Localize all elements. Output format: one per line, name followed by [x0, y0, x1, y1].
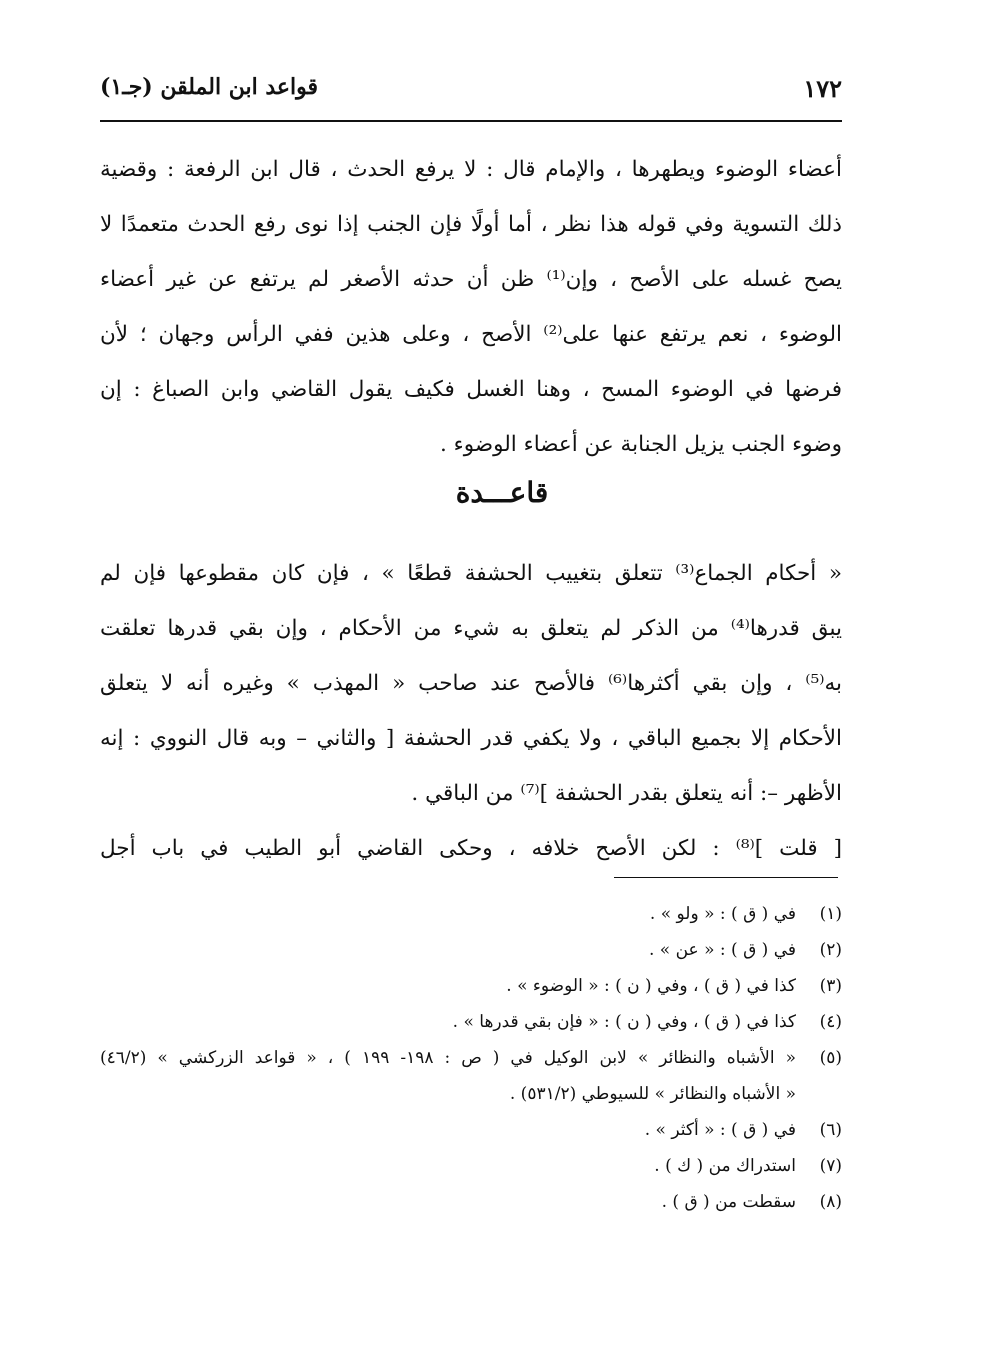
footnote-number: (٧)	[819, 1156, 842, 1176]
footnote-text: سقطت من ( ق ) .	[661, 1192, 796, 1212]
footnote	[100, 896, 842, 932]
footnote-number: (٣)	[819, 976, 842, 996]
footnote	[100, 1184, 842, 1220]
text-line: يبق قدرها⁽⁴⁾ من الذكر لم يتعلق به شيء من الأحكام ، وإن بقي قدرها تعلقت	[100, 616, 842, 641]
footnote-continuation: « الأشباه والنظائر » للسيوطي (٥٣١/٢) .	[509, 1084, 796, 1104]
footnote-number: (٥)	[819, 1048, 842, 1068]
footnote-text: « الأشباه والنظائر » لابن الوكيل في ( ص : ١٩٨- ١٩٩ ) ، « قواعد الزركشي » (٤٦/٢)	[100, 1048, 797, 1068]
running-title: قواعد ابن الملقن (جـ١)	[100, 74, 319, 100]
footnote-text: في ( ق ) : « ولو » .	[649, 904, 796, 924]
paragraph-1	[100, 142, 842, 472]
header-rule	[100, 120, 842, 122]
footnote-text: استدراك من ( ك ) .	[654, 1156, 796, 1176]
text-line: الأظهر –: أنه يتعلق بقدر الحشفة ]⁽⁷⁾ من الباقي .	[411, 781, 842, 806]
footnote-rule	[614, 877, 838, 878]
footnote-text: في ( ق ) : « أكثر » .	[644, 1120, 796, 1140]
text-line: ذلك التسوية وفي قوله هذا نظر ، أما أولًا فإن الجنب إذا نوى رفع الحدث متعمدًا لا	[100, 212, 842, 237]
footnote-text: كذا في ( ق ) ، وفي ( ن ) : « فإن بقي قدرها » .	[452, 1012, 796, 1032]
footnote-number: (١)	[819, 904, 842, 924]
footnote-number: (٢)	[819, 940, 842, 960]
text-line: به⁽⁵⁾ ، وإن بقي أكثرها⁽⁶⁾ فالأصح عند صاحب « المهذب » وغيره أنه لا يتعلق	[100, 671, 842, 696]
footnote	[100, 1004, 842, 1040]
footnote-text: كذا في ( ق ) ، وفي ( ن ) : « الوضوء » .	[506, 976, 796, 996]
footnote	[100, 1148, 842, 1184]
footnote-text: في ( ق ) : « عن » .	[649, 940, 796, 960]
page-header	[100, 74, 842, 114]
text-line: [ قلت ]⁽⁸⁾ : لكن الأصح خلافه ، وحكى القاضي أبو الطيب في باب أجل	[100, 836, 842, 861]
text-line: فرضها في الوضوء المسح ، وهنا الغسل فكيف يقول القاضي وابن الصباغ : إن	[100, 377, 842, 402]
text-line: « أحكام الجماع⁽³⁾ تتعلق بتغييب الحشفة قطعًا » ، فإن كان مقطوعها فإن لم	[100, 561, 842, 586]
section-heading: قاعـــدة	[455, 476, 549, 509]
text-line: الأحكام إلا بجميع الباقي ، ولا يكفي قدر الحشفة [ والثاني – وبه قال النووي : إنه	[100, 726, 842, 751]
footnote	[100, 932, 842, 968]
text-line: أعضاء الوضوء ويطهرها ، والإمام قال : لا يرفع الحدث ، قال ابن الرفعة : وقضية	[100, 157, 842, 182]
paragraph-2	[100, 546, 842, 876]
footnote-number: (٦)	[819, 1120, 842, 1140]
footnote-number: (٨)	[819, 1192, 842, 1212]
footnotes	[100, 896, 842, 1220]
page-number: ١٧٢	[803, 74, 842, 103]
footnote	[100, 1040, 842, 1076]
footnote-number: (٤)	[819, 1012, 842, 1032]
text-line: وضوء الجنب يزيل الجنابة عن أعضاء الوضوء .	[439, 432, 842, 457]
text-line: يصح غسله على الأصح ، وإن⁽¹⁾ ظن أن حدثه الأصغر لم يرتفع عن غير أعضاء	[100, 267, 842, 292]
footnote	[100, 968, 842, 1004]
text-line: الوضوء ، نعم يرتفع عنها على⁽²⁾ الأصح ، وعلى هذين ففي الرأس وجهان ؛ لأن	[100, 322, 842, 347]
footnote	[100, 1112, 842, 1148]
